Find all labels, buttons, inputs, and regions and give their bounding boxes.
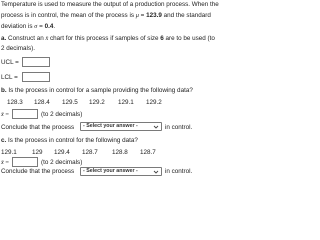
- part-b-decimals-note: (to 2 decimals): [41, 111, 83, 118]
- intro-text-2b: and the standard: [161, 12, 211, 19]
- part-c-line: [1, 136, 138, 146]
- mu-value: 123.9: [146, 12, 162, 19]
- lcl-row: [1, 73, 18, 83]
- intro-text-2a: process is in control, the mean of the process is: [1, 12, 136, 19]
- mu-equals: =: [138, 12, 147, 19]
- part-b-label: b.: [1, 87, 7, 94]
- part-a-text-4: 2 decimals).: [1, 45, 35, 52]
- part-b-data-2: 128.4: [34, 99, 50, 106]
- part-b-data-4: 129.2: [89, 99, 105, 106]
- part-b-select[interactable]: [80, 122, 162, 131]
- mu-symbol: μ: [135, 12, 139, 19]
- part-a-label: a.: [1, 35, 7, 42]
- part-c-xbar-equals: =: [3, 159, 9, 166]
- lcl-input[interactable]: [22, 72, 50, 82]
- part-c-text: Is the process in control for the following data?: [6, 137, 138, 144]
- ucl-equals: =: [13, 59, 19, 66]
- part-a-text-2: chart for this process if samples of size: [48, 35, 161, 42]
- part-a-text-1: Construct an: [6, 35, 46, 42]
- part-a-line-1: [1, 34, 215, 44]
- part-c-select-value: - Select your answer -: [83, 168, 138, 174]
- part-c-data-6: 128.7: [140, 149, 156, 156]
- part-c-xbar-symbol: x̄: [1, 159, 4, 166]
- part-b-data-3: 129.5: [62, 99, 78, 106]
- part-b-after-select: in control.: [165, 124, 193, 131]
- part-c-label: c.: [1, 137, 7, 144]
- part-b-data-6: 129.2: [146, 99, 162, 106]
- sigma-equals: =: [37, 23, 45, 30]
- lcl-label: LCL: [1, 74, 13, 81]
- sigma-symbol: σ: [34, 23, 38, 30]
- part-c-data-4: 128.7: [82, 149, 98, 156]
- ucl-row: [1, 58, 19, 68]
- part-b-conclude-text: Conclude that the process: [1, 124, 75, 131]
- ucl-input[interactable]: [22, 57, 50, 67]
- lcl-equals: =: [12, 74, 18, 81]
- part-a-text-3: are to be used (to: [163, 35, 215, 42]
- part-c-data-2: 129: [32, 149, 43, 156]
- intro-text-3b: .: [53, 23, 56, 30]
- part-b-select-value: - Select your answer -: [83, 123, 138, 129]
- part-b-xbar-input[interactable]: [12, 109, 38, 119]
- sigma-value: 0.4: [44, 23, 54, 30]
- intro-line-3: [1, 22, 55, 32]
- part-c-data-1: 129.1: [1, 149, 17, 156]
- part-a-line-2: [1, 44, 35, 54]
- part-c-data-5: 128.8: [112, 149, 128, 156]
- part-b-text: Is the process in control for a sample providing the following data?: [6, 87, 193, 94]
- part-b-xbar-equals: =: [3, 111, 9, 118]
- intro-text-3a: deviation is: [1, 23, 35, 30]
- part-b-xbar-symbol: x̄: [1, 111, 4, 118]
- intro-line-2: [1, 11, 211, 21]
- part-c-select[interactable]: [80, 167, 162, 176]
- part-c-conclude-text: Conclude that the process: [1, 168, 75, 175]
- part-c-xbar-input[interactable]: [12, 157, 38, 167]
- ucl-label: UCL: [1, 59, 14, 66]
- part-b-data-1: 128.3: [7, 99, 23, 106]
- part-c-decimals-note: (to 2 decimals): [41, 159, 83, 166]
- chevron-down-icon: [153, 124, 159, 130]
- part-c-data-3: 129.4: [54, 149, 70, 156]
- part-b-line: [1, 86, 193, 96]
- sample-size-value: 6: [160, 35, 164, 42]
- intro-text-1: Temperature is used to measure the output of a production process. When the: [1, 1, 219, 8]
- intro-line-1: [1, 0, 219, 10]
- part-b-data-5: 129.1: [118, 99, 134, 106]
- xbar-symbol: x̄: [45, 35, 49, 42]
- chevron-down-icon: [153, 169, 159, 175]
- part-b-xbar-row: [1, 110, 9, 120]
- part-c-after-select: in control.: [165, 168, 193, 175]
